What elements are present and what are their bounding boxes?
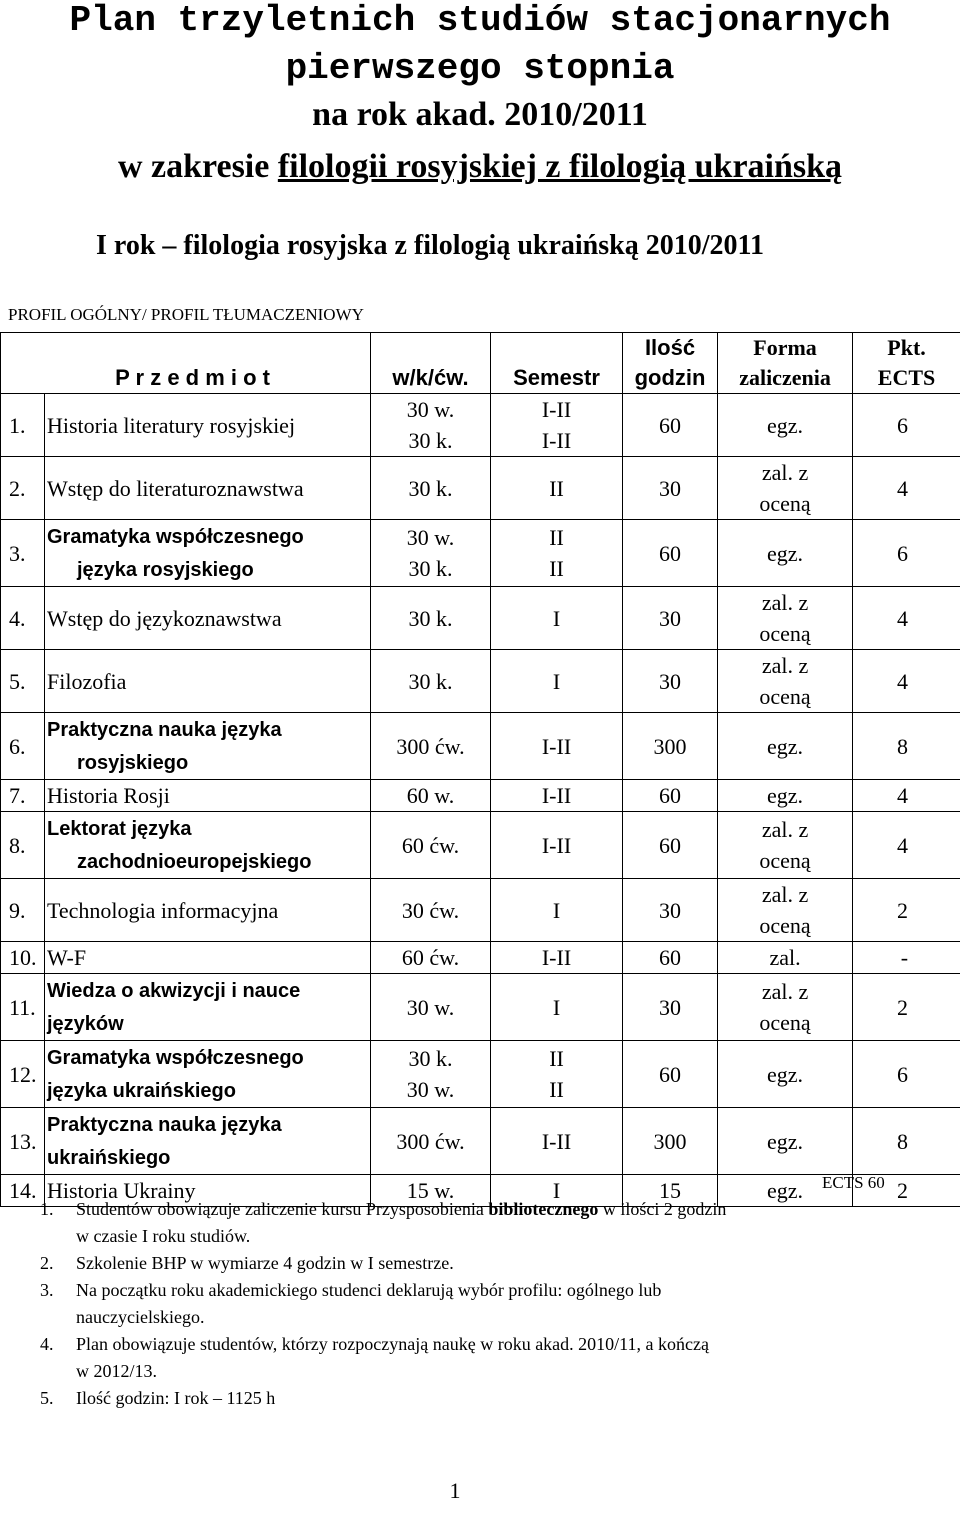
note-text: Ilość godzin: I rok – 1125 h xyxy=(76,1388,276,1408)
form-value: oceną xyxy=(759,913,811,938)
form-value: oceną xyxy=(759,684,811,709)
form-value: zal. z xyxy=(761,653,809,678)
type-cell xyxy=(371,974,491,1041)
note-number: 4. xyxy=(40,1334,54,1354)
class-type: 30 w. xyxy=(406,397,455,422)
form-cell xyxy=(718,713,853,780)
form-cell xyxy=(718,1108,853,1175)
hours-value: 30 xyxy=(659,605,682,631)
note-text: Plan obowiązuje studentów, którzy rozpoczynają naukę w roku akad. 2010/11, a kończą xyxy=(76,1334,709,1354)
type-cell xyxy=(371,587,491,650)
subject-name: Technologia informacyjna xyxy=(47,897,279,923)
page-number: 1 xyxy=(449,1478,461,1503)
hours-cell xyxy=(623,812,718,879)
ects-value: 4 xyxy=(897,832,909,858)
subject-cell xyxy=(45,780,371,812)
class-type: 30 k. xyxy=(408,668,453,694)
hours-value: 60 xyxy=(659,412,682,438)
ects-cell xyxy=(853,812,960,879)
header-subject: P r z e d m i o t xyxy=(1,333,371,394)
hours-value: 15 xyxy=(659,1178,682,1203)
semester-value: II xyxy=(549,556,564,581)
table-row xyxy=(1,942,960,974)
form-value: egz. xyxy=(767,783,804,808)
form-value: zal. z xyxy=(761,590,809,615)
type-cell xyxy=(371,780,491,812)
form-cell xyxy=(718,942,853,974)
note-item xyxy=(40,1277,920,1331)
note-continuation: w czasie I roku studiów. xyxy=(76,1226,251,1246)
note-number: 3. xyxy=(40,1280,54,1300)
ects-cell xyxy=(853,780,960,812)
note-text-after: w ilości 2 godzin xyxy=(598,1199,727,1219)
class-type: 30 k. xyxy=(408,1046,453,1071)
hours-cell xyxy=(623,1041,718,1108)
note-text: Na początku roku akademickiego studenci deklarują wybór profilu: ogólnego lub xyxy=(76,1280,662,1300)
subject-cell xyxy=(45,812,371,879)
table-row xyxy=(1,520,960,587)
hours-cell xyxy=(623,650,718,713)
hours-cell xyxy=(623,942,718,974)
ects-total: ECTS 60 xyxy=(822,1173,885,1192)
table-row xyxy=(1,457,960,520)
class-type: 60 ćw. xyxy=(401,945,460,970)
note-item xyxy=(40,1196,920,1250)
hours-cell xyxy=(623,879,718,942)
header-type: w/k/ćw. xyxy=(371,333,491,394)
class-type: 30 ćw. xyxy=(401,897,460,923)
semester-cell xyxy=(491,780,623,812)
subject-name-line-1: Gramatyka współczesnego xyxy=(47,526,304,548)
form-cell xyxy=(718,650,853,713)
note-number: 1. xyxy=(40,1199,54,1219)
ects-value: 2 xyxy=(897,994,909,1020)
semester-cell xyxy=(491,394,623,457)
type-cell xyxy=(371,457,491,520)
subject-name: Historia Ukrainy xyxy=(47,1178,196,1203)
subject-cell xyxy=(45,1108,371,1175)
semester-value: I-II xyxy=(541,733,572,759)
subject-name-line-1: Praktyczna nauka języka xyxy=(47,1114,282,1136)
form-value: zal. z xyxy=(761,882,809,907)
subject-name-line-2: języka rosyjskiego xyxy=(77,559,254,581)
table-row xyxy=(1,879,960,942)
semester-cell xyxy=(491,974,623,1041)
ects-cell xyxy=(853,974,960,1041)
semester-value: I xyxy=(552,897,561,923)
semester-value: I xyxy=(552,1178,561,1203)
semester-value: I-II xyxy=(541,397,572,422)
ects-cell xyxy=(853,713,960,780)
type-cell xyxy=(371,713,491,780)
semester-value: I-II xyxy=(541,1128,572,1154)
class-type: 60 w. xyxy=(406,783,455,808)
subject-name-line-2: rosyjskiego xyxy=(77,752,189,774)
year-subtitle: I rok – filologia rosyjska z filologią ukraińską 2010/2011 xyxy=(96,230,764,261)
row-number: 6. xyxy=(1,713,45,780)
form-value: egz. xyxy=(767,1061,804,1087)
form-cell xyxy=(718,812,853,879)
subject-cell xyxy=(45,713,371,780)
hours-value: 30 xyxy=(659,475,682,501)
ects-cell xyxy=(853,520,960,587)
semester-value: II xyxy=(549,475,564,501)
form-cell xyxy=(718,974,853,1041)
hours-cell xyxy=(623,974,718,1041)
note-number: 2. xyxy=(40,1253,54,1273)
ects-cell xyxy=(853,879,960,942)
subject-name-line-1: Gramatyka współczesnego xyxy=(47,1047,304,1069)
type-cell xyxy=(371,1041,491,1108)
hours-value: 300 xyxy=(653,733,687,759)
table-row xyxy=(1,1041,960,1108)
hours-value: 60 xyxy=(659,783,682,808)
subject-name-line-2: języków xyxy=(47,1013,124,1035)
ects-cell xyxy=(853,394,960,457)
study-plan-table xyxy=(0,332,960,1207)
hours-cell xyxy=(623,713,718,780)
notes-list xyxy=(40,1196,920,1412)
subject-cell xyxy=(45,457,371,520)
table-header xyxy=(1,333,960,394)
class-type: 30 w. xyxy=(406,525,455,550)
row-number: 10. xyxy=(1,942,45,974)
subject-cell xyxy=(45,520,371,587)
table-row xyxy=(1,713,960,780)
subject-name-line-1: Praktyczna nauka języka xyxy=(47,719,282,741)
semester-cell xyxy=(491,1041,623,1108)
header-hours: Ilość godzin xyxy=(623,333,718,394)
row-number: 1. xyxy=(1,394,45,457)
row-number: 5. xyxy=(1,650,45,713)
semester-value: I xyxy=(552,605,561,631)
form-value: zal. z xyxy=(761,979,809,1004)
hours-cell xyxy=(623,780,718,812)
subject-cell xyxy=(45,942,371,974)
class-type: 60 ćw. xyxy=(401,832,460,858)
form-cell xyxy=(718,879,853,942)
semester-value: I-II xyxy=(541,832,572,858)
subject-name-line-2: zachodnioeuropejskiego xyxy=(77,851,312,873)
ects-cell xyxy=(853,942,960,974)
note-item xyxy=(40,1250,920,1277)
class-type: 300 ćw. xyxy=(396,733,465,759)
row-number: 3. xyxy=(1,520,45,587)
subject-name-line-1: Wiedza o akwizycji i nauce xyxy=(47,980,301,1002)
note-continuation: w 2012/13. xyxy=(76,1361,157,1381)
row-number: 4. xyxy=(1,587,45,650)
ects-cell xyxy=(853,457,960,520)
title-line-4-field: filologii rosyjskiej z filologią ukraińską xyxy=(277,148,843,185)
header-semester: Semestr xyxy=(491,333,623,394)
ects-value: 6 xyxy=(897,1061,909,1087)
note-item xyxy=(40,1331,920,1385)
form-value: egz. xyxy=(767,1178,804,1203)
table-row xyxy=(1,780,960,812)
subject-name: Historia literatury rosyjskiej xyxy=(47,412,296,438)
semester-value: I-II xyxy=(541,783,572,808)
subject-name: Wstęp do literaturoznawstwa xyxy=(47,475,304,501)
table-row xyxy=(1,974,960,1041)
row-number: 11. xyxy=(1,974,45,1041)
hours-value: 60 xyxy=(659,540,682,566)
title-line-4 xyxy=(0,148,960,186)
subject-name: Historia Rosji xyxy=(47,783,170,808)
note-continuation: nauczycielskiego. xyxy=(76,1307,205,1327)
type-cell xyxy=(371,520,491,587)
form-value: egz. xyxy=(767,1128,804,1154)
note-text: Studentów obowiązuje zaliczenie kursu Przysposobienia xyxy=(76,1199,489,1219)
hours-cell xyxy=(623,394,718,457)
class-type: 30 k. xyxy=(408,605,453,631)
type-cell xyxy=(371,650,491,713)
hours-value: 30 xyxy=(659,994,682,1020)
title-line-1: Plan trzyletnich studiów stacjonarnych xyxy=(69,0,891,41)
row-number: 8. xyxy=(1,812,45,879)
class-type: 30 k. xyxy=(408,428,453,453)
ects-value: 8 xyxy=(897,1128,909,1154)
type-cell xyxy=(371,879,491,942)
form-value: oceną xyxy=(759,491,811,516)
table-row xyxy=(1,587,960,650)
row-number: 12. xyxy=(1,1041,45,1108)
ects-value: 4 xyxy=(897,668,909,694)
ects-value: 4 xyxy=(897,783,909,808)
row-number: 2. xyxy=(1,457,45,520)
semester-cell xyxy=(491,457,623,520)
subject-name: Filozofia xyxy=(47,668,127,694)
subject-cell xyxy=(45,1041,371,1108)
class-type: 30 w. xyxy=(406,1077,455,1102)
semester-cell xyxy=(491,650,623,713)
row-number: 14. xyxy=(1,1175,45,1207)
semester-cell xyxy=(491,942,623,974)
hours-value: 60 xyxy=(659,945,682,970)
semester-value: II xyxy=(549,1077,564,1102)
form-value: oceną xyxy=(759,621,811,646)
subject-cell xyxy=(45,394,371,457)
semester-cell xyxy=(491,879,623,942)
hours-value: 30 xyxy=(659,897,682,923)
semester-value: II xyxy=(549,1046,564,1071)
row-number: 9. xyxy=(1,879,45,942)
form-value: egz. xyxy=(767,412,804,438)
row-number: 7. xyxy=(1,780,45,812)
class-type: 30 k. xyxy=(408,475,453,501)
subject-name-line-1: Lektorat języka xyxy=(47,818,192,840)
semester-cell xyxy=(491,587,623,650)
table-row xyxy=(1,812,960,879)
header-ects: Pkt. ECTS xyxy=(853,333,960,394)
profile-label: PROFIL OGÓLNY/ PROFIL TŁUMACZENIOWY xyxy=(8,305,364,324)
ects-cell xyxy=(853,650,960,713)
title-line-3: na rok akad. 2010/2011 xyxy=(312,96,648,133)
note-number: 5. xyxy=(40,1388,54,1408)
semester-value: I-II xyxy=(541,945,572,970)
hours-cell xyxy=(623,1108,718,1175)
type-cell xyxy=(371,942,491,974)
note-item xyxy=(40,1385,920,1412)
subject-cell xyxy=(45,650,371,713)
table-row xyxy=(1,394,960,457)
form-cell xyxy=(718,1041,853,1108)
title-line-4-prefix: w zakresie xyxy=(117,148,278,185)
semester-value: II xyxy=(549,525,564,550)
title-line-2: pierwszego stopnia xyxy=(285,48,675,89)
form-cell xyxy=(718,780,853,812)
hours-cell xyxy=(623,520,718,587)
subject-name: Wstęp do językoznawstwa xyxy=(47,605,282,631)
type-cell xyxy=(371,394,491,457)
ects-value: 8 xyxy=(897,733,909,759)
semester-cell xyxy=(491,713,623,780)
subject-cell xyxy=(45,587,371,650)
ects-cell xyxy=(853,1041,960,1108)
form-value: zal. z xyxy=(761,817,809,842)
subject-cell xyxy=(45,879,371,942)
type-cell xyxy=(371,812,491,879)
semester-value: I-II xyxy=(541,428,572,453)
subject-name: W-F xyxy=(47,945,87,970)
form-value: egz. xyxy=(767,540,804,566)
hours-value: 30 xyxy=(659,668,682,694)
semester-value: I xyxy=(552,994,561,1020)
form-value: oceną xyxy=(759,1010,811,1035)
hours-cell xyxy=(623,457,718,520)
ects-cell xyxy=(853,587,960,650)
ects-value: 6 xyxy=(897,412,909,438)
class-type: 15 w. xyxy=(406,1178,455,1203)
form-value: zal. z xyxy=(761,460,809,485)
form-value: oceną xyxy=(759,848,811,873)
hours-cell xyxy=(623,587,718,650)
class-type: 30 w. xyxy=(406,994,455,1020)
ects-value: 4 xyxy=(897,475,909,501)
subject-name-line-2: języka ukraińskiego xyxy=(47,1080,236,1102)
header-form: Forma zaliczenia xyxy=(718,333,853,394)
table-row xyxy=(1,1108,960,1175)
semester-cell xyxy=(491,812,623,879)
form-cell xyxy=(718,394,853,457)
note-bold: bibliotecznego xyxy=(488,1199,599,1219)
hours-value: 60 xyxy=(659,832,682,858)
hours-value: 60 xyxy=(659,1061,682,1087)
hours-value: 300 xyxy=(653,1128,687,1154)
form-cell xyxy=(718,587,853,650)
semester-value: I xyxy=(552,668,561,694)
table-row xyxy=(1,650,960,713)
ects-value: 6 xyxy=(897,540,909,566)
form-value: egz. xyxy=(767,733,804,759)
form-cell xyxy=(718,520,853,587)
form-cell xyxy=(718,457,853,520)
form-value: zal. xyxy=(769,945,801,970)
subject-name-line-2: ukraińskiego xyxy=(47,1147,171,1169)
ects-cell xyxy=(853,1108,960,1175)
semester-cell xyxy=(491,1108,623,1175)
semester-cell xyxy=(491,520,623,587)
subject-cell xyxy=(45,974,371,1041)
type-cell xyxy=(371,1108,491,1175)
class-type: 30 k. xyxy=(408,556,453,581)
class-type: 300 ćw. xyxy=(396,1128,465,1154)
ects-value: - xyxy=(900,945,909,970)
ects-value: 2 xyxy=(897,1178,909,1203)
ects-value: 4 xyxy=(897,605,909,631)
note-text: Szkolenie BHP w wymiarze 4 godzin w I semestrze. xyxy=(76,1253,454,1273)
ects-value: 2 xyxy=(897,897,909,923)
row-number: 13. xyxy=(1,1108,45,1175)
